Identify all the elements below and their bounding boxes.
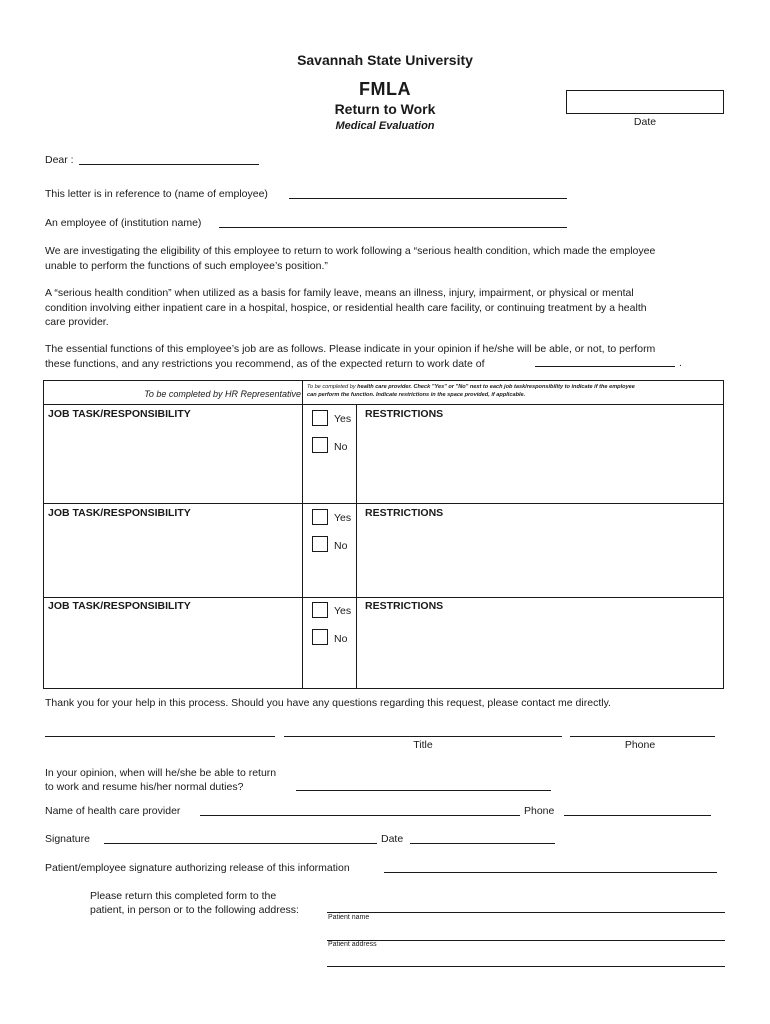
opinion-question: In your opinion, when will he/she be able to return (45, 767, 277, 779)
restrictions-label: RESTRICTIONS (365, 408, 444, 420)
employee-name-label: This letter is in reference to (name of employee) (45, 188, 268, 200)
restrictions-label: RESTRICTIONS (365, 507, 444, 519)
yes-checkbox[interactable] (312, 410, 328, 426)
signature-label: Signature (45, 833, 90, 845)
date-label: Date (633, 116, 657, 128)
patient-address-line-2[interactable] (327, 966, 725, 967)
name-signature-field[interactable] (45, 736, 275, 737)
restrictions-label: RESTRICTIONS (365, 600, 444, 612)
table-divider (43, 404, 724, 405)
provider-phone-field[interactable] (564, 815, 711, 816)
patient-name-field[interactable] (327, 912, 725, 913)
no-checkbox[interactable] (312, 629, 328, 645)
phone-label: Phone (624, 739, 656, 751)
yes-label: Yes (334, 605, 352, 617)
return-date-field[interactable] (535, 366, 675, 367)
job-task-label: JOB TASK/RESPONSIBILITY (48, 507, 191, 519)
no-label: No (334, 441, 348, 453)
patient-address-field[interactable] (327, 940, 725, 941)
paragraph-line: condition involving either inpatient care in a hospital, hospice, or residential health care facility, or continuing treatment by a health (45, 301, 647, 314)
signature-field[interactable] (104, 843, 377, 844)
title-label: Title (413, 739, 433, 751)
provider-instruction-text: health care provider. Check "Yes" or "No" next to each job task/responsibility to indicate if the employee (357, 384, 635, 390)
return-instructions: patient, in person or to the following address: (90, 904, 299, 916)
job-task-table (43, 380, 724, 689)
no-checkbox[interactable] (312, 536, 328, 552)
job-task-label: JOB TASK/RESPONSIBILITY (48, 408, 191, 420)
provider-instruction-text: can perform the function. Indicate restrictions in the space provided, if applicable. (307, 392, 526, 398)
form-title: FMLA (359, 79, 411, 99)
no-label: No (334, 540, 348, 552)
yes-checkbox[interactable] (312, 602, 328, 618)
paragraph-line: The essential functions of this employee’s job are as follows. Please indicate in your opinion if he/she will be able, or not, to perform (45, 343, 656, 355)
provider-name-label: Name of health care provider (45, 805, 181, 817)
paragraph-investigation (45, 244, 725, 273)
title-field[interactable] (284, 736, 562, 737)
institution-field[interactable] (219, 227, 567, 228)
provider-phone-label: Phone (524, 805, 555, 817)
no-label: No (334, 633, 348, 645)
institution-label: An employee of (institution name) (45, 217, 202, 229)
thank-you-text: Thank you for your help in this process. Should you have any questions regarding this request, please contact me directly. (45, 697, 611, 709)
form-subtitle: Return to Work (334, 101, 436, 117)
hr-instruction: To be completed by HR Representative (144, 389, 301, 399)
dear-label: Dear : (45, 154, 74, 166)
paragraph-line: We are investigating the eligibility of this employee to return to work following a “serious health condition, which made the employee (45, 245, 656, 257)
signature-date-field[interactable] (410, 843, 555, 844)
sentence-period: . (679, 357, 682, 369)
provider-instruction (307, 383, 721, 399)
form-subtitle-secondary: Medical Evaluation (335, 120, 435, 132)
paragraph-line: these functions, and any restrictions you recommend, as of the expected return to work date of (45, 357, 485, 370)
date-field[interactable] (566, 90, 724, 114)
job-task-label: JOB TASK/RESPONSIBILITY (48, 600, 191, 612)
yes-label: Yes (334, 413, 352, 425)
phone-field[interactable] (570, 736, 715, 737)
yes-label: Yes (334, 512, 352, 524)
patient-name-label: Patient name (328, 914, 370, 921)
table-divider (356, 404, 357, 689)
provider-name-field[interactable] (200, 815, 520, 816)
signature-date-label: Date (381, 833, 404, 845)
table-divider (302, 380, 303, 689)
opinion-question: to work and resume his/her normal duties? (45, 781, 244, 793)
dear-field[interactable] (79, 164, 259, 165)
paragraph-line: A “serious health condition” when utilized as a basis for family leave, means an illness, injury, impairment, or physical or mental (45, 287, 634, 299)
return-opinion-field[interactable] (296, 790, 551, 791)
patient-authorization-label: Patient/employee signature authorizing release of this information (45, 862, 350, 874)
paragraph-line: unable to perform the functions of such employee’s position.” (45, 259, 328, 272)
paragraph-definition (45, 286, 725, 330)
table-divider (43, 597, 724, 598)
yes-checkbox[interactable] (312, 509, 328, 525)
patient-address-label: Patient address (328, 941, 377, 948)
provider-instruction-text: To be completed by (307, 384, 358, 390)
patient-authorization-field[interactable] (384, 872, 717, 873)
table-divider (43, 503, 724, 504)
university-name: Savannah State University (297, 52, 473, 68)
return-instructions: Please return this completed form to the (90, 890, 277, 902)
employee-name-field[interactable] (289, 198, 567, 199)
paragraph-line: care provider. (45, 316, 109, 328)
no-checkbox[interactable] (312, 437, 328, 453)
